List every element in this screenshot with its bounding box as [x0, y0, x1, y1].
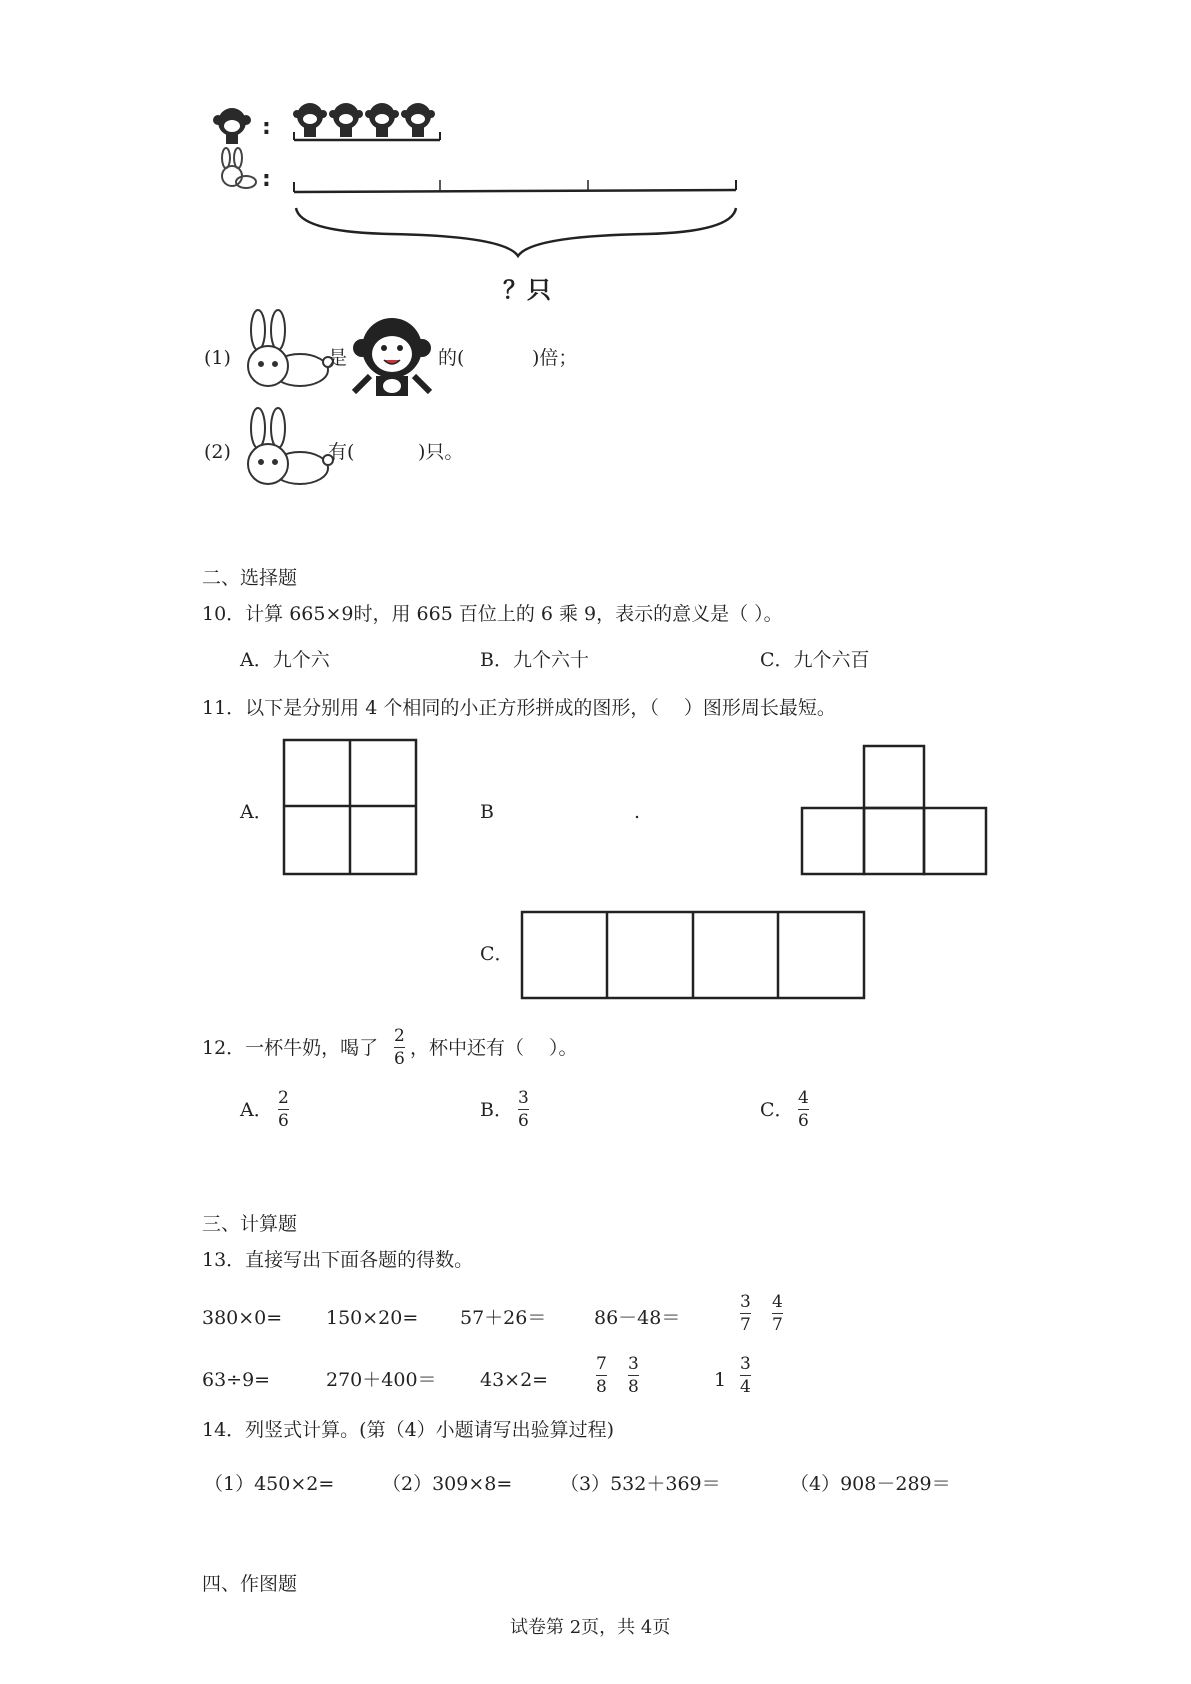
section3-title: 三、计算题 [202, 1213, 298, 1235]
q13-row2-fraction3 [740, 1354, 751, 1397]
q14-text: 14．列竖式计算。(第（4）小题请写出验算过程) [202, 1419, 615, 1441]
q12-option-c-fraction [798, 1088, 809, 1131]
fraction-numerator: 4 [798, 1088, 809, 1108]
page-footer: 试卷第 2页，共 4页 [510, 1617, 671, 1638]
fraction-numerator: 3 [518, 1088, 529, 1108]
fraction-bar [596, 1375, 607, 1376]
q11-dot: . [634, 801, 641, 823]
q14-item4: （4）908－289＝ [790, 1473, 951, 1495]
q11-label-c: C． [480, 943, 514, 965]
fraction-bar [518, 1109, 529, 1110]
fraction-numerator: 3 [628, 1354, 639, 1374]
fraction-numerator: 4 [772, 1292, 783, 1312]
q12-text-before: 12．一杯牛奶，喝了 [202, 1037, 379, 1059]
q12-option-c-label: C． [760, 1099, 794, 1121]
q14-item3: （3）532＋369＝ [560, 1473, 721, 1495]
q9-part1-text1: 是 [328, 347, 348, 369]
fraction-numerator: 7 [596, 1354, 607, 1374]
q13-row1-fraction1 [740, 1292, 751, 1335]
q14-item1: （1）450×2= [204, 1473, 335, 1495]
q10-option-a: A．九个六 [240, 649, 330, 671]
q13-row1-item4: 86－48＝ [594, 1307, 681, 1329]
fraction-bar [628, 1375, 639, 1376]
fraction-denominator: 6 [518, 1111, 529, 1131]
fraction-bar [394, 1047, 405, 1048]
q9-part2-text2: )只。 [418, 441, 464, 463]
q11-label-b: B [480, 801, 494, 823]
fraction-denominator: 4 [740, 1377, 751, 1397]
fraction-bar [772, 1313, 783, 1314]
q12-text-after: ，杯中还有（ ）。 [410, 1037, 578, 1059]
question-total-label: ？只 [503, 276, 551, 304]
q11-text: 11．以下是分别用 4 个相同的小正方形拼成的图形，（ ）图形周长最短。 [202, 697, 836, 719]
q9-part1-number: (1) [204, 347, 231, 369]
q13-row2-item3: 43×2= [480, 1369, 549, 1391]
q9-part1-text2: 的( [438, 347, 465, 369]
q13-row1-item2: 150×20= [326, 1307, 419, 1329]
q10-option-b: B．九个六十 [480, 649, 589, 671]
shape-b-t [802, 746, 986, 874]
svg-text::: : [262, 167, 271, 192]
q9-part1-text3: )倍； [532, 347, 578, 369]
q12-option-a-label: A． [240, 1099, 273, 1121]
fraction-bar [798, 1109, 809, 1110]
q13-row1-fraction2 [772, 1292, 783, 1335]
q9-part2-number: (2) [204, 441, 231, 463]
section2-title: 二、选择题 [202, 567, 298, 589]
q12-fraction [394, 1026, 405, 1069]
fraction-denominator: 7 [772, 1315, 783, 1335]
q13-text: 13．直接写出下面各题的得数。 [202, 1249, 474, 1271]
q12-option-a-fraction [278, 1088, 289, 1131]
q14-item2: （2）309×8= [382, 1473, 513, 1495]
fraction-numerator: 2 [278, 1088, 289, 1108]
q10-option-c: C．九个六百 [760, 649, 870, 671]
fraction-bar [740, 1375, 751, 1376]
q12-option-b-fraction [518, 1088, 529, 1131]
fraction-denominator: 7 [740, 1315, 751, 1335]
q11-label-a: A． [240, 801, 273, 823]
q10-text: 10．计算 665×9时，用 665 百位上的 6 乘 9，表示的意义是（ ）。 [202, 603, 783, 625]
q13-row2-item1: 63÷9= [202, 1369, 271, 1391]
fraction-numerator: 2 [394, 1026, 405, 1046]
q13-row2-fraction1 [596, 1354, 607, 1397]
fraction-denominator: 8 [596, 1377, 607, 1397]
fraction-numerator: 3 [740, 1292, 751, 1312]
fraction-denominator: 8 [628, 1377, 639, 1397]
fraction-denominator: 6 [278, 1111, 289, 1131]
q13-row1-item1: 380×0= [202, 1307, 283, 1329]
q9-part2-text1: 有( [328, 441, 355, 463]
q13-row2-item2: 270＋400＝ [326, 1369, 437, 1391]
fraction-denominator: 6 [394, 1049, 405, 1069]
section4-title: 四、作图题 [202, 1573, 298, 1595]
q12-option-b-label: B． [480, 1099, 513, 1121]
q13-row2-fraction2 [628, 1354, 639, 1397]
fraction-bar [740, 1313, 751, 1314]
shape-a-2x2 [284, 740, 416, 874]
fraction-bar [278, 1109, 289, 1110]
svg-text::: : [262, 115, 271, 140]
fraction-numerator: 3 [740, 1354, 751, 1374]
q13-row1-item3: 57＋26＝ [460, 1307, 547, 1329]
q13-row2-whole: 1 [714, 1369, 727, 1391]
fraction-denominator: 6 [798, 1111, 809, 1131]
shape-c-strip [522, 912, 864, 998]
